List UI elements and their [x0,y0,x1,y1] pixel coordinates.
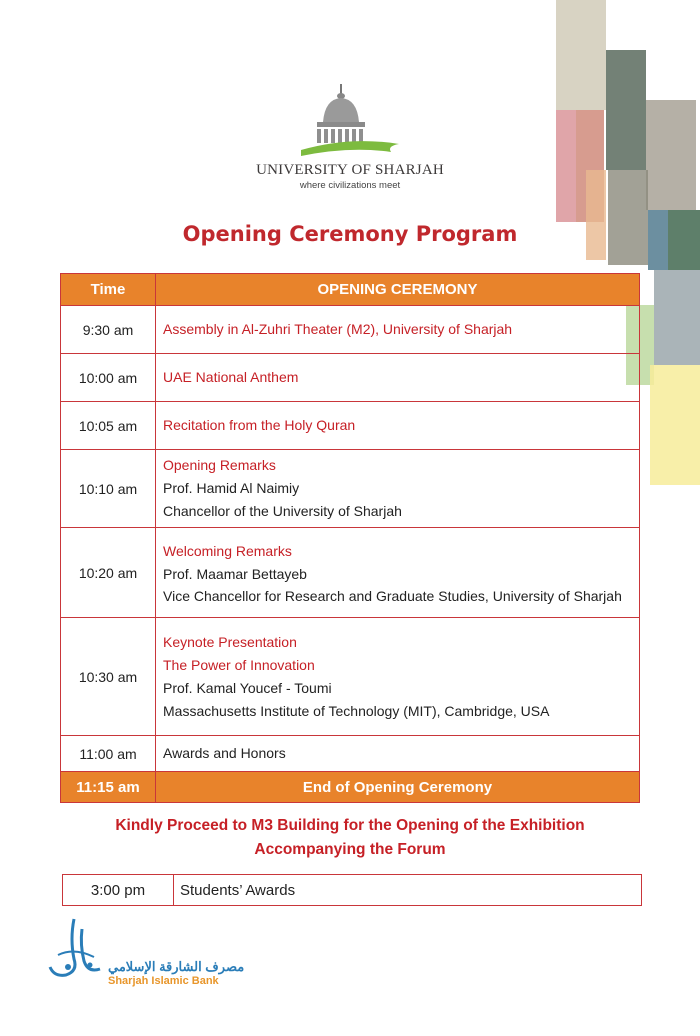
university-name: UNIVERSITY OF SHARJAH [256,162,444,178]
event-line: Awards and Honors [163,745,286,761]
table-row [61,736,640,772]
event-line: Recitation from the Holy Quran [163,417,356,433]
event-line: Prof. Maamar Bettayeb [163,566,307,582]
table-row [61,306,640,354]
time-column-header: Time [61,274,156,306]
table-row [63,875,642,906]
row-event [156,450,640,528]
program-table [60,273,640,803]
university-logo [250,82,450,202]
event-line: Keynote Presentation [163,633,297,650]
row-time: 10:00 am [61,354,156,402]
row-event [156,736,640,772]
table-row [61,402,640,450]
photo-strip [650,365,700,485]
end-time: 11:15 am [61,772,156,803]
event-line: Assembly in Al-Zuhri Theater (M2), University of Sharjah [163,321,513,337]
students-awards-time: 3:00 pm [63,875,174,906]
sponsor-name-english: Sharjah Islamic Bank [108,975,219,987]
program-header-row [61,274,640,306]
row-time: 10:20 am [61,528,156,618]
event-line: Vice Chancellor for Research and Graduate Studies, University of Sharjah [163,588,622,604]
table-row [61,618,640,736]
row-time: 10:05 am [61,402,156,450]
row-time: 11:00 am [61,736,156,772]
row-time: 10:30 am [61,618,156,736]
table-row [61,528,640,618]
dome-icon [295,82,405,160]
photo-strip [606,50,646,170]
university-tagline: where civilizations meet [299,180,401,191]
photo-strip [556,0,606,110]
event-line: UAE National Anthem [163,369,299,385]
end-label: End of Opening Ceremony [156,772,640,803]
sponsor-name-arabic: مصرف الشارقة الإسلامي [108,959,245,974]
end-row [61,772,640,803]
photo-strip [654,270,700,365]
row-event [156,354,640,402]
event-line: Chancellor of the University of Sharjah [163,503,402,519]
students-awards-label: Students’ Awards [174,875,642,906]
event-line: Massachusetts Institute of Technology (MIT), Cambridge, USA [163,702,550,719]
event-line: Opening Remarks [163,457,276,473]
calligraphy-emblem-icon [44,915,108,985]
page-title: Opening Ceremony Program [182,222,518,246]
event-column-header: OPENING CEREMONY [156,274,640,306]
event-line: The Power of Innovation [163,656,315,673]
event-line: Prof. Kamal Youcef - Toumi [163,679,332,696]
event-line: Welcoming Remarks [163,543,292,559]
event-line: Prof. Hamid Al Naimiy [163,480,300,496]
row-event [156,402,640,450]
proceed-line-1: Kindly Proceed to M3 Building for the Opening of the Exhibition [115,817,585,834]
students-awards-table [62,874,642,906]
row-event [156,306,640,354]
photo-strip [646,100,696,210]
table-row [61,450,640,528]
photo-strip [608,170,648,265]
proceed-line-2: Accompanying the Forum [254,841,446,858]
photo-strip [586,170,606,260]
photo-strip [556,110,576,222]
sponsor-logo [44,915,264,995]
proceed-notice [0,814,700,862]
row-event [156,618,640,736]
row-event [156,528,640,618]
table-row [61,354,640,402]
row-time: 10:10 am [61,450,156,528]
row-time: 9:30 am [61,306,156,354]
